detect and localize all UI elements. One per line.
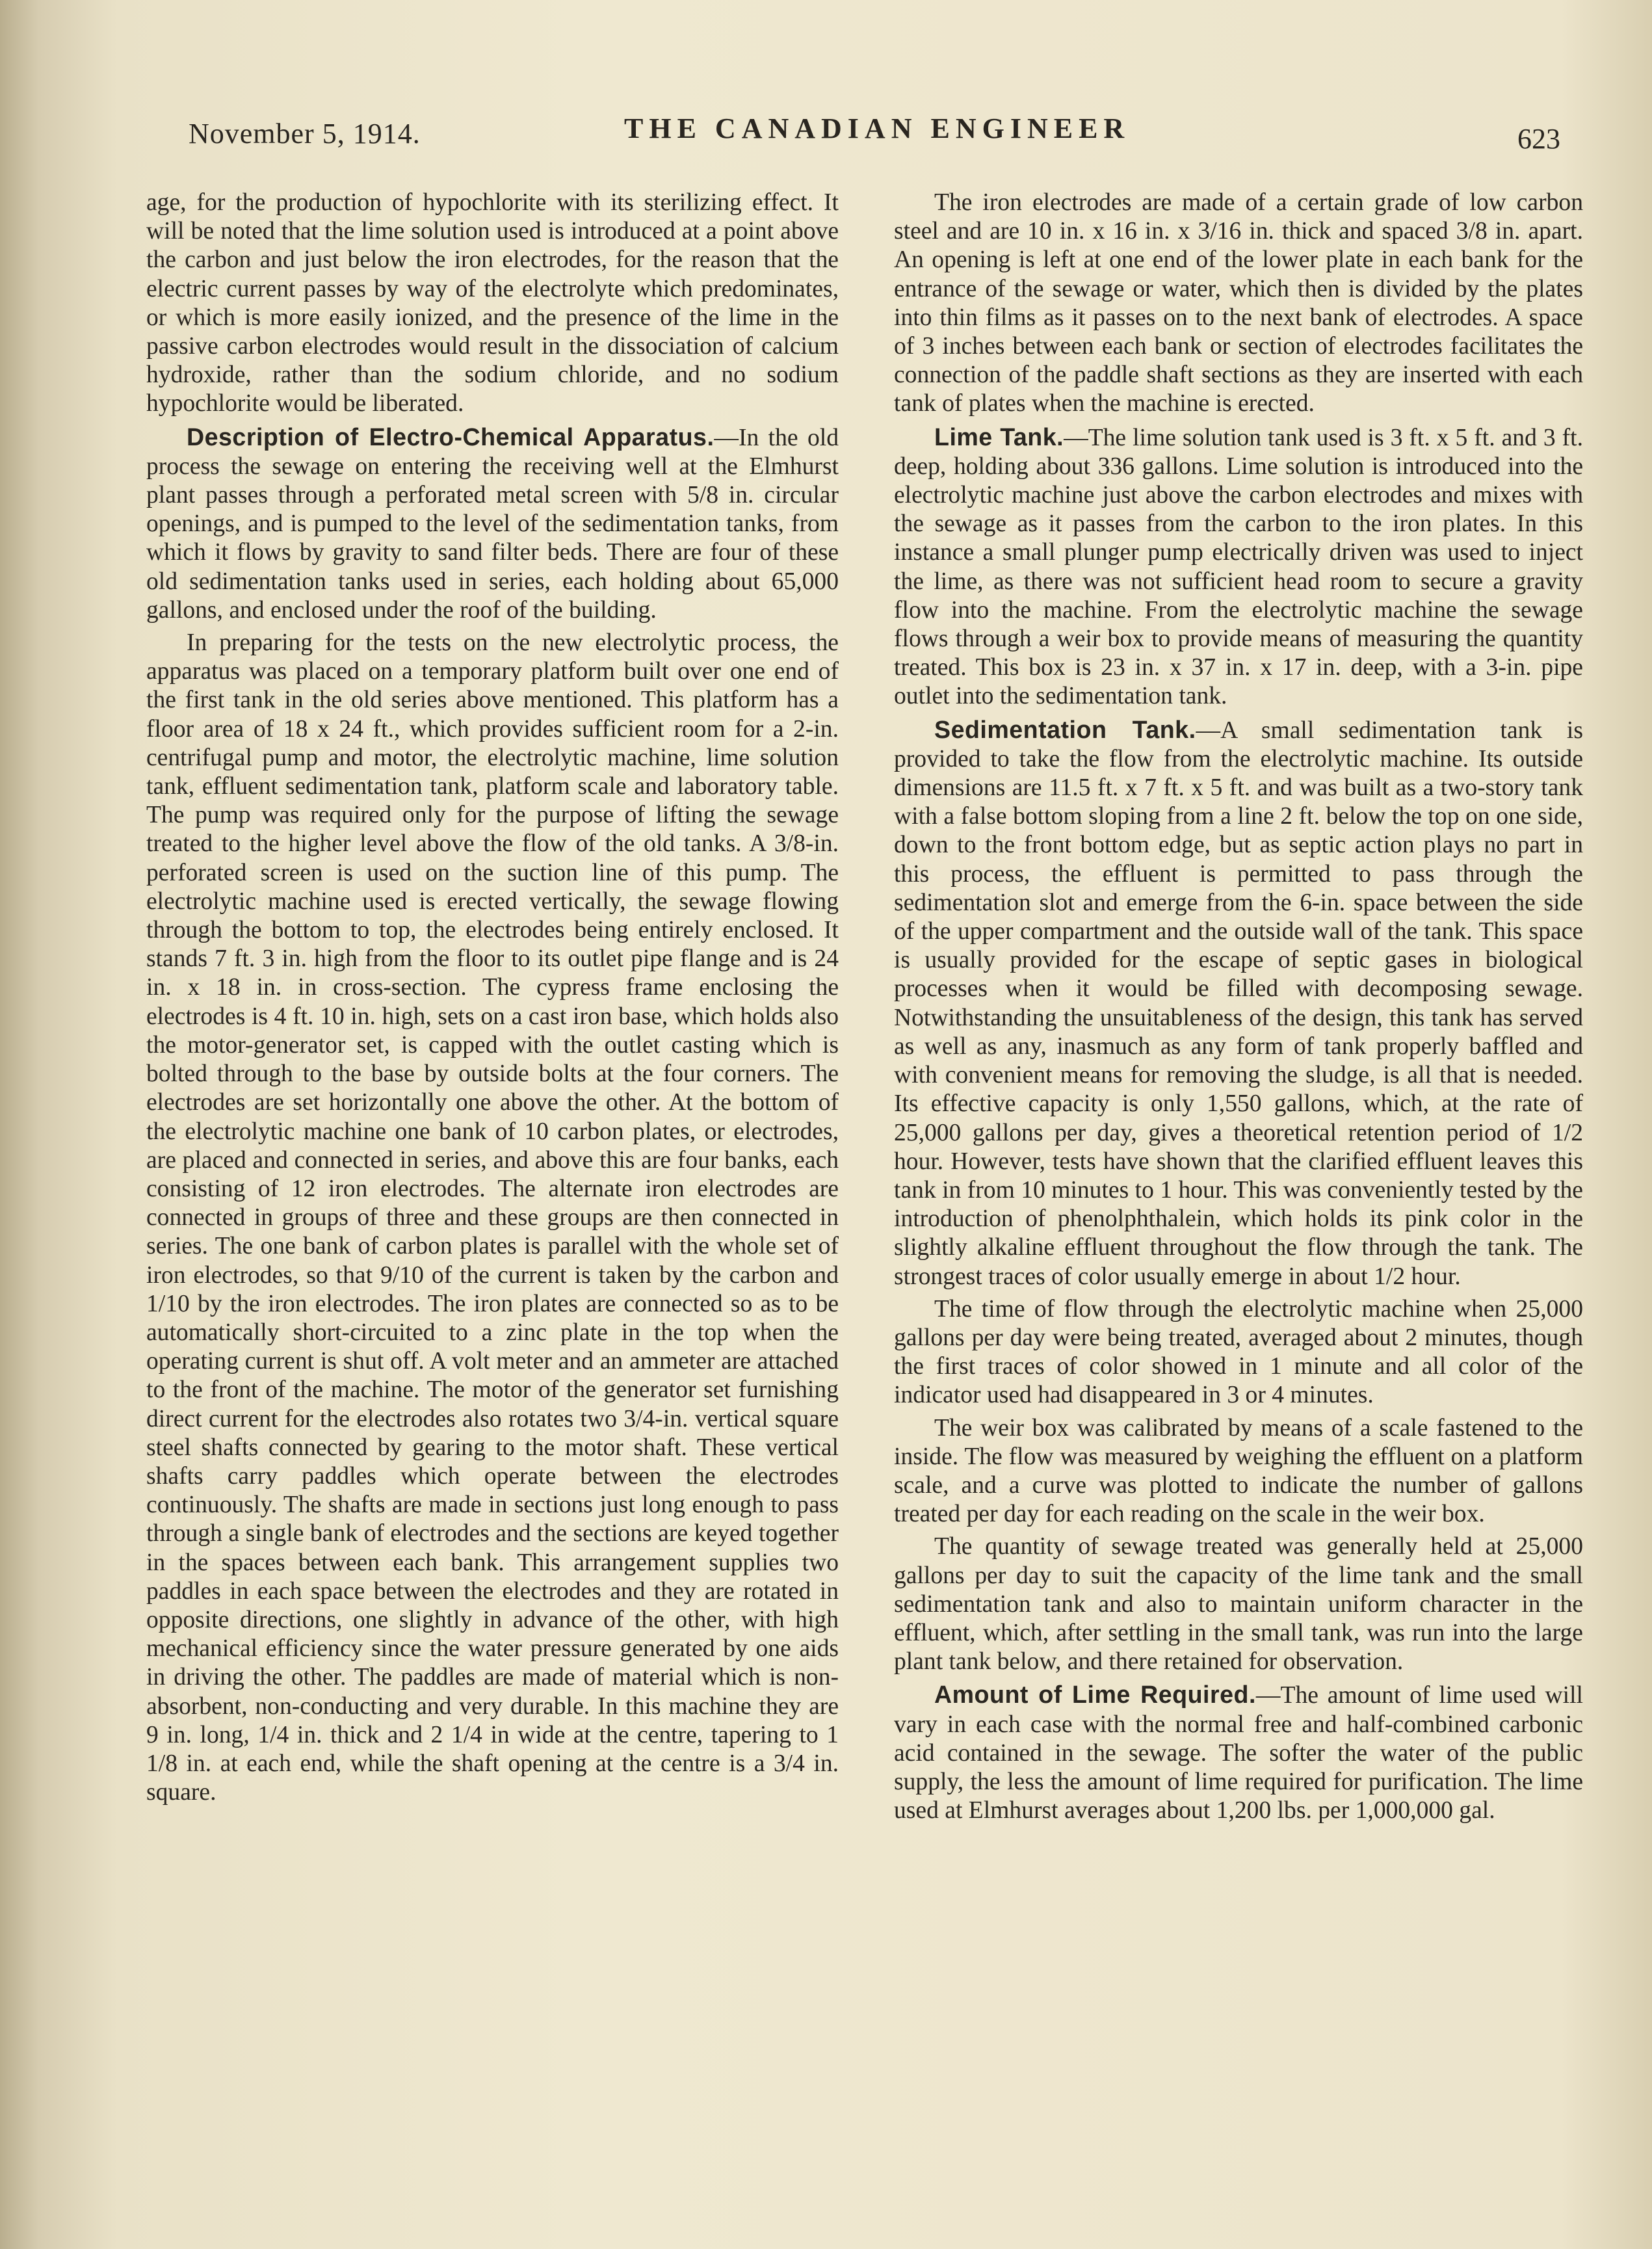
journal-title: THE CANADIAN ENGINEER [624, 112, 1131, 144]
page-header [189, 111, 1560, 163]
issue-date: November 5, 1914. [189, 118, 421, 150]
paragraph-text: —In the old process the sewage on entering the receiving well at the Elmhurst plant passes through a perforated metal screen with 5/8 in. circular openings, and is pumped to the level of the sedimentation tanks, from which it flows by gravity to sand filter beds. There are four of these old sedimentation tanks used in series, each holding about 65,000 gallons, and enclosed under the roof of the building. [146, 424, 839, 624]
paragraph: The iron electrodes are made of a certain grade of low carbon steel and are 10 in. x 16 in. x 3/16 in. thick and spaced 3/8 in. apart. An opening is left at one end of the lower plate in each bank for the entrance of the sewage or water, which then is divided by the plates into thin films as it passes on to the next bank of electrodes. A space of 3 inches between each bank or section of electrodes facilitates the connection of the paddle shaft sections as they are inserted with each tank of plates when the machine is erected. [894, 189, 1583, 417]
section-heading: Sedimentation Tank. [934, 715, 1196, 743]
paragraph: age, for the production of hypochlorite with its sterilizing effect. It will be noted that the lime solution used is introduced at a point above the carbon and just below the iron electrodes, for the reason that the electric current passes by way of the electrolyte which predominates, or which is more easily ionized, and the presence of the lime in the passive carbon electrodes would result in the dissociation of calcium hydroxide, rather than the sodium chloride, and no sodium hypochlorite would be liberated. [146, 189, 839, 417]
paragraph [894, 423, 1583, 711]
paragraph: The weir box was calibrated by means of a scale fastened to the inside. The flow was measured by weighing the effluent on a platform scale, and a curve was plotted to indicate the number of gallons treated per day for each reading on the scale in the weir box. [894, 1414, 1583, 1528]
paragraph-text: —The lime solution tank used is 3 ft. x 5 ft. and 3 ft. deep, holding about 336 gallons. Lime solution is introduced into the electrolytic machine just above the carbon electrodes and mixes with the sewage as it passes from the carbon to the iron plates. In this instance a small plunger pump electrically driven was used to inject the lime, as there was not sufficient head room to secure a gravity flow into the machine. From the electrolytic machine the sewage flows through a weir box to provide means of measuring the quantity treated. This box is 23 in. x 37 in. x 17 in. deep, with a 3-in. pipe outlet into the sedimentation tank. [894, 424, 1583, 710]
paragraph: The quantity of sewage treated was generally held at 25,000 gallons per day to suit the capacity of the lime tank and the small sedimentation tank and also to maintain uniform character in the effluent, which, after settling in the small tank, was run into the large plant tank below, and there retained for observation. [894, 1533, 1583, 1676]
page-number: 623 [1517, 123, 1560, 155]
paragraph-text: —The amount of lime used will vary in each case with the normal free and half-combined carbonic acid contained in the sewage. The softer the water of the public supply, the less the amount of lime required for purification. The lime used at Elmhurst averages about 1,200 lbs. per 1,000,000 gal. [894, 1682, 1583, 1824]
paragraph-text: —A small sedimentation tank is provided to take the flow from the electrolytic machine. Its outside dimensions are 11.5 ft. x 7 ft. x 5 ft. and was built as a two-story tank with a false bottom sloping from a line 2 ft. below the top on one side, down to the front bottom edge, but as septic action plays no part in this process, the effluent is permitted to pass through the sedimentation slot and emerge from the 6-in. space between the side of the upper compartment and the outside wall of the tank. This space is usually provided for the escape of septic gases in biological processes when it would be filled with decomposing sewage. Notwithstanding the unsuitableness of the design, this tank has served as well as any, inasmuch as any form of tank properly baffled and with convenient means for removing the sludge, is all that is needed. Its effective capacity is only 1,550 gallons, which, at the rate of 25,000 gallons per day, gives a theoretical retention period of 1/2 hour. However, tests have shown that the clarified effluent leaves this tank in from 10 minutes to 1 hour. This was conveniently tested by the introduction of phenolphthalein, which holds its pink color in the slightly alkaline effluent throughout the flow through the tank. The strongest traces of color usually emerge in about 1/2 hour. [894, 717, 1583, 1290]
paragraph: In preparing for the tests on the new electrolytic process, the apparatus was placed on a temporary platform built over one end of the first tank in the old series above mentioned. This platform has a floor area of 18 x 24 ft., which provides sufficient room for a 2-in. centrifugal pump and motor, the electrolytic machine, lime solution tank, effluent sedimentation tank, platform scale and laboratory table. The pump was required only for the purpose of lifting the sewage treated to the higher level above the flow of the old tanks. A 3/8-in. perforated screen is used on the suction line of this pump. The electrolytic machine used is erected vertically, the sewage flowing through the bottom to top, the electrodes being entirely enclosed. It stands 7 ft. 3 in. high from the floor to its outlet pipe flange and is 24 in. x 18 in. in cross-section. The cypress frame enclosing the electrodes is 4 ft. 10 in. high, sets on a cast iron base, which holds also the motor-generator set, is capped with the outlet casting which is bolted through to the base by outside bolts at the four corners. The electrodes are set horizontally one above the other. At the bottom of the electrolytic machine one bank of 10 carbon plates, or electrodes, are placed and connected in series, and above this are four banks, each consisting of 12 iron electrodes. The alternate iron electrodes are connected in groups of three and these groups are then connected in series. The one bank of carbon plates is parallel with the whole set of iron electrodes, so that 9/10 of the current is taken by the carbon and 1/10 by the iron electrodes. The iron plates are connected so as to be automatically short-circuited to a zinc plate in the top when the operating current is shut off. A volt meter and an ammeter are attached to the front of the machine. The motor of the generator set furnishing direct current for the electrodes also rotates two 3/4-in. vertical square steel shafts connected by gearing to the motor shaft. These vertical shafts carry paddles which operate between the electrodes continuously. The shafts are made in sections just long enough to pass through a single bank of electrodes and the sections are keyed together in the spaces between each bank. This arrangement supplies two paddles in each space between the electrodes and they are rotated in opposite directions, one slightly in advance of the other, with high mechanical efficiency since the water pressure generated by one aids in driving the other. The paddles are made of material which is non-absorbent, non-conducting and very durable. In this machine they are 9 in. long, 1/4 in. thick and 2 1/4 in wide at the centre, tapering to 1 1/8 in. at each end, while the shaft opening at the centre is a 3/4 in. square. [146, 629, 839, 1806]
paragraph [146, 423, 839, 625]
paragraph: The time of flow through the electrolytic machine when 25,000 gallons per day were being treated, averaged about 2 minutes, though the first traces of color showed in 1 minute and all color of the indicator used had disappeared in 3 or 4 minutes. [894, 1295, 1583, 1409]
left-column [146, 189, 839, 2178]
right-column [894, 189, 1583, 2178]
section-heading: Amount of Lime Required. [934, 1681, 1256, 1709]
section-heading: Description of Electro-Chemical Apparatus. [187, 423, 715, 451]
section-heading: Lime Tank. [934, 423, 1064, 451]
paragraph [894, 1680, 1583, 1825]
paragraph [894, 715, 1583, 1291]
